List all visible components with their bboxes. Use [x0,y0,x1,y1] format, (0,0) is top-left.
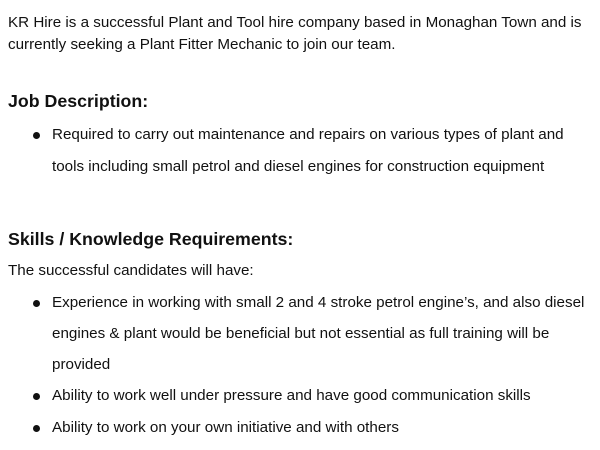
bullet-dot-icon [33,425,40,432]
list-item [8,380,596,412]
bullet-dot-icon [33,300,40,307]
list-item [8,287,596,380]
list-item-text: Ability to work on your own initiative and with others [52,419,399,436]
skills-lead-text: The successful candidates will have: [8,262,254,279]
list-item-text: Ability to work well under pressure and have good communication skills [52,387,531,404]
bullet-dot-icon [33,132,40,139]
bullet-dot-icon [33,393,40,400]
list-item-text: Experience in working with small 2 and 4 stroke petrol engine’s, and also diesel engines & plant would be beneficial but not essential as full training will be provided [52,294,585,373]
skills-heading: Skills / Knowledge Requirements: [8,229,294,249]
skills-list [8,287,596,444]
job-description-heading: Job Description: [8,91,149,111]
job-description-list [8,119,596,183]
list-item-text: Required to carry out maintenance and repairs on various types of plant and tools including small petrol and diesel engines for construction equipment [52,126,564,175]
intro-paragraph: KR Hire is a successful Plant and Tool hire company based in Monaghan Town and is currently seeking a Plant Fitter Mechanic to join our team. [8,14,582,53]
list-item [8,119,596,183]
list-item [8,412,596,444]
